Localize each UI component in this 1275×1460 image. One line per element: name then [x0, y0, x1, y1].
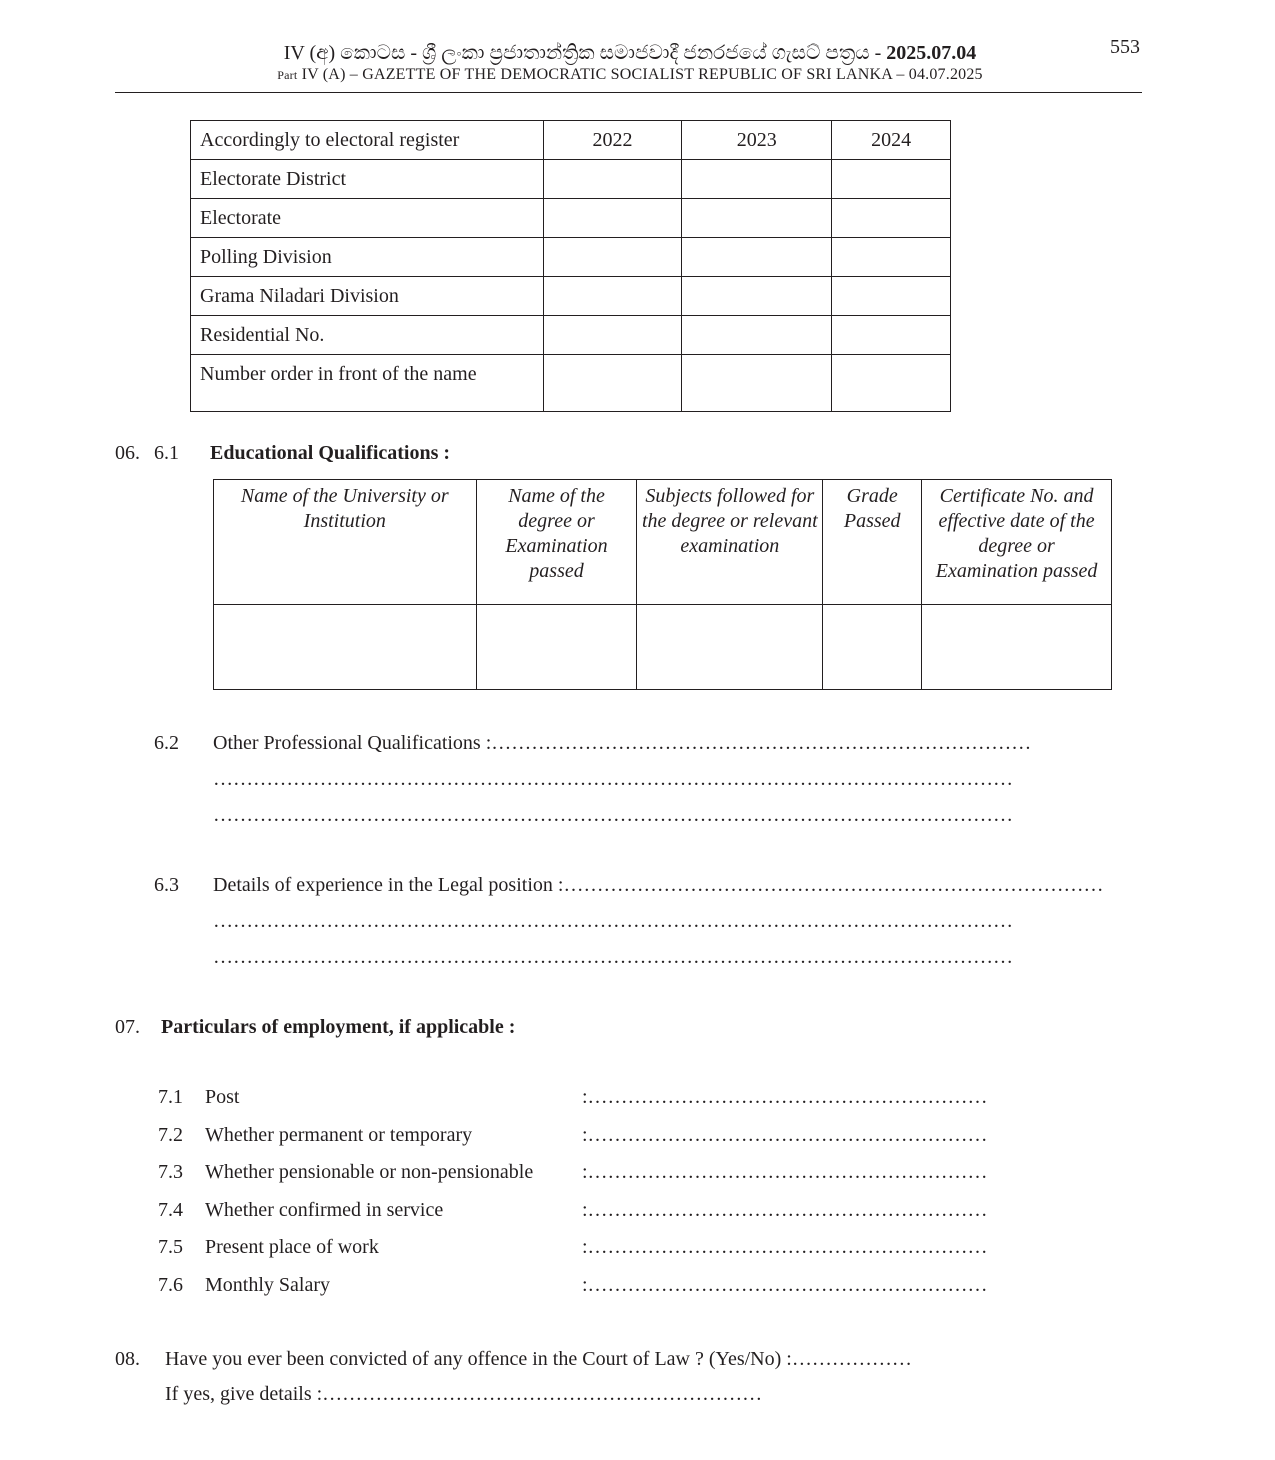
section-6-2-field-line[interactable]: ………………………………………………………………………………………………………… — [213, 768, 1013, 790]
item-number: 7.1 — [158, 1086, 183, 1108]
qual-header-subjects: Subjects followed for the degree or relevant examination — [637, 480, 823, 605]
row-label: Number order in front of the name — [191, 355, 544, 412]
header-english-line — [0, 66, 1260, 84]
qual-header-grade: Grade Passed — [823, 480, 922, 605]
entry-cell[interactable] — [922, 605, 1112, 690]
entry-cell[interactable] — [682, 238, 832, 277]
item-label-salary: Monthly Salary — [205, 1274, 330, 1296]
entry-cell[interactable] — [543, 355, 682, 412]
item-number: 7.3 — [158, 1161, 183, 1183]
row-label: Residential No. — [191, 316, 544, 355]
table-row — [191, 277, 951, 316]
year-2022: 2022 — [543, 121, 682, 160]
header-rule — [115, 92, 1142, 93]
section-7-title: Particulars of employment, if applicable : — [161, 1016, 516, 1038]
salary-field[interactable]: :…………………………………………………… — [582, 1274, 988, 1296]
row-label: Electorate District — [191, 160, 544, 199]
entry-cell[interactable] — [832, 355, 951, 412]
section-6-2-line — [213, 732, 1031, 755]
section-6-2-number: 6.2 — [154, 732, 179, 754]
header-sinhala-text: IV (අ) කොටස - ශ්‍රී ලංකා ප්‍රජාතාන්ත්‍රික සමාජවාදී ජනරජයේ ගැසට් පත්‍රය - — [283, 42, 887, 64]
page-number: 553 — [1110, 36, 1140, 58]
table-row — [191, 355, 951, 412]
section-6-3-field[interactable]: ……………………………………………………………………… — [563, 874, 1104, 896]
permanent-field[interactable]: :…………………………………………………… — [582, 1124, 988, 1146]
entry-cell[interactable] — [682, 160, 832, 199]
section-6-2-field-line[interactable]: ………………………………………………………………………………………………………… — [213, 804, 1013, 826]
year-2024: 2024 — [832, 121, 951, 160]
item-label-confirmed: Whether confirmed in service — [205, 1199, 444, 1221]
section-6-1-number: 6.1 — [154, 442, 179, 464]
entry-cell[interactable] — [543, 160, 682, 199]
electoral-header-label: Accordingly to electoral register — [191, 121, 544, 160]
item-label-post: Post — [205, 1086, 240, 1108]
section-6-3-field-line[interactable]: ………………………………………………………………………………………………………… — [213, 910, 1013, 932]
conviction-details[interactable]: If yes, give details :………………………………………………………… — [165, 1383, 763, 1405]
section-7-number: 07. — [115, 1016, 140, 1038]
entry-cell[interactable] — [637, 605, 823, 690]
table-row — [214, 480, 1112, 605]
educational-qualifications-table — [213, 479, 1112, 690]
qual-header-institution: Name of the University or Institution — [214, 480, 477, 605]
header-sinhala-line — [0, 42, 1260, 65]
item-label-workplace: Present place of work — [205, 1236, 379, 1258]
item-label-pensionable: Whether pensionable or non-pensionable — [205, 1161, 534, 1183]
table-row — [191, 121, 951, 160]
item-number: 7.2 — [158, 1124, 183, 1146]
item-number: 7.6 — [158, 1274, 183, 1296]
entry-cell[interactable] — [682, 316, 832, 355]
table-row — [214, 605, 1112, 690]
item-number: 7.4 — [158, 1199, 183, 1221]
header-english-text: IV (A) – GAZETTE OF THE DEMOCRATIC SOCIALIST REPUBLIC OF SRI LANKA – 04.07.2025 — [297, 66, 983, 83]
section-6-3-number: 6.3 — [154, 874, 179, 896]
section-8-number: 08. — [115, 1348, 140, 1370]
year-2023: 2023 — [682, 121, 832, 160]
electoral-register-table — [190, 120, 951, 412]
confirmed-field[interactable]: :…………………………………………………… — [582, 1199, 988, 1221]
pensionable-field[interactable]: :…………………………………………………… — [582, 1161, 988, 1183]
entry-cell[interactable] — [832, 238, 951, 277]
entry-cell[interactable] — [543, 277, 682, 316]
header-part-label: Part — [277, 68, 298, 82]
section-6-2-label: Other Professional Qualifications : — [213, 732, 492, 754]
entry-cell[interactable] — [832, 277, 951, 316]
entry-cell[interactable] — [214, 605, 477, 690]
table-row — [191, 160, 951, 199]
qual-header-degree: Name of the degree or Examination passed — [476, 480, 637, 605]
section-6-1-title: Educational Qualifications : — [210, 442, 451, 464]
entry-cell[interactable] — [832, 160, 951, 199]
table-row — [191, 199, 951, 238]
item-number: 7.5 — [158, 1236, 183, 1258]
section-6-2-field[interactable]: ……………………………………………………………………… — [491, 732, 1032, 754]
post-field[interactable]: :…………………………………………………… — [582, 1086, 988, 1108]
entry-cell[interactable] — [832, 199, 951, 238]
section-6-3-field-line[interactable]: ………………………………………………………………………………………………………… — [213, 946, 1013, 968]
table-row — [191, 316, 951, 355]
entry-cell[interactable] — [823, 605, 922, 690]
row-label: Electorate — [191, 199, 544, 238]
entry-cell[interactable] — [682, 355, 832, 412]
section-6-3-label: Details of experience in the Legal position : — [213, 874, 564, 896]
entry-cell[interactable] — [543, 316, 682, 355]
row-label: Polling Division — [191, 238, 544, 277]
entry-cell[interactable] — [543, 199, 682, 238]
table-row — [191, 238, 951, 277]
entry-cell[interactable] — [476, 605, 637, 690]
qual-header-certificate: Certificate No. and effective date of the degree or Examination passed — [922, 480, 1112, 605]
entry-cell[interactable] — [543, 238, 682, 277]
entry-cell[interactable] — [682, 277, 832, 316]
header-sinhala-date: 2025.07.04 — [886, 42, 977, 64]
workplace-field[interactable]: :…………………………………………………… — [582, 1236, 988, 1258]
row-label: Grama Niladari Division — [191, 277, 544, 316]
entry-cell[interactable] — [682, 199, 832, 238]
entry-cell[interactable] — [832, 316, 951, 355]
section-6-number: 06. — [115, 442, 140, 464]
section-6-3-line — [213, 874, 1103, 897]
item-label-permanent: Whether permanent or temporary — [205, 1124, 473, 1146]
conviction-question[interactable]: Have you ever been convicted of any offence in the Court of Law ? (Yes/No) :……………… — [165, 1348, 912, 1370]
